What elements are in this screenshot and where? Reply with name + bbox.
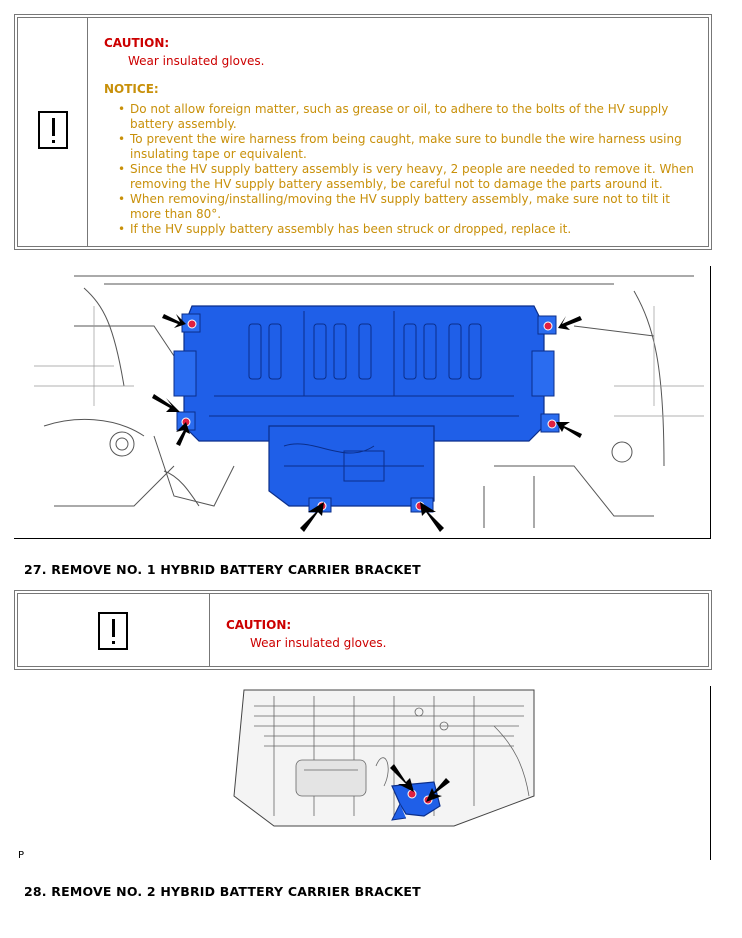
caution-text-cell bbox=[210, 594, 708, 666]
carrier-bracket-diagram bbox=[14, 686, 711, 860]
notice-table bbox=[14, 14, 712, 250]
notice-item bbox=[118, 192, 708, 222]
notice-item-line: • To prevent the wire harness from being caught, make sure to bundle the wire harness using bbox=[130, 132, 682, 146]
hv-battery-removal-diagram bbox=[14, 266, 711, 539]
carrier-bracket-illustration bbox=[14, 686, 710, 860]
notice-item-line: • When removing/installing/moving the HV supply battery assembly, make sure not to tilt it bbox=[130, 192, 670, 206]
hv-battery-illustration bbox=[14, 266, 710, 538]
notice-text-cell bbox=[88, 18, 708, 246]
notice-item-line: removing the HV supply battery assembly, be careful not to damage the parts around it. bbox=[130, 177, 663, 191]
notice-item-line: battery assembly. bbox=[130, 117, 237, 131]
warning-exclamation-icon bbox=[38, 111, 68, 149]
diagram-label: P bbox=[18, 850, 25, 861]
notice-item bbox=[118, 132, 708, 162]
caution-heading: CAUTION: bbox=[226, 618, 292, 632]
step-28-title: 28. REMOVE NO. 2 HYBRID BATTERY CARRIER BRACKET bbox=[24, 884, 421, 899]
caution-text: Wear insulated gloves. bbox=[128, 54, 265, 68]
notice-item-line: • If the HV supply battery assembly has been struck or dropped, replace it. bbox=[130, 222, 572, 236]
warning-icon-cell bbox=[18, 18, 88, 246]
warning-exclamation-icon bbox=[98, 612, 128, 650]
notice-item-line: insulating tape or equivalent. bbox=[130, 147, 307, 161]
notice-list bbox=[118, 102, 708, 237]
caution-table bbox=[14, 590, 712, 670]
notice-item-line: • Do not allow foreign matter, such as grease or oil, to adhere to the bolts of the HV supply bbox=[130, 102, 669, 116]
step-27-title: 27. REMOVE NO. 1 HYBRID BATTERY CARRIER BRACKET bbox=[24, 562, 421, 577]
notice-item bbox=[118, 162, 708, 192]
caution-heading: CAUTION: bbox=[104, 36, 170, 50]
caution-text: Wear insulated gloves. bbox=[250, 636, 387, 650]
notice-item bbox=[118, 102, 708, 132]
warning-icon-cell bbox=[18, 594, 210, 666]
notice-item-line: • Since the HV supply battery assembly is very heavy, 2 people are needed to remove it. When bbox=[130, 162, 694, 176]
notice-item-line: more than 80°. bbox=[130, 207, 222, 221]
notice-heading: NOTICE: bbox=[104, 82, 159, 96]
notice-item bbox=[118, 222, 708, 237]
